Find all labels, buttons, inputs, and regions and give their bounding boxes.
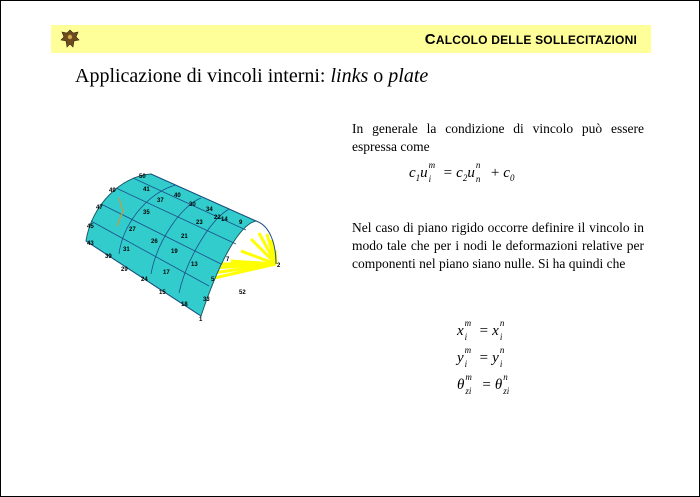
svg-text:9: 9 — [239, 220, 243, 226]
svg-text:29: 29 — [121, 267, 128, 273]
svg-text:15: 15 — [159, 290, 166, 296]
svg-text:37: 37 — [157, 198, 164, 204]
eagle-crest-icon — [59, 28, 81, 50]
svg-text:40: 40 — [174, 193, 181, 199]
svg-text:47: 47 — [96, 205, 103, 211]
svg-text:49: 49 — [109, 188, 116, 194]
svg-text:7: 7 — [226, 257, 230, 263]
header-title: CALCOLO DELLE SOLLECITAZIONI — [424, 31, 637, 48]
shell-model-figure — [81, 166, 291, 326]
svg-text:52: 52 — [239, 290, 246, 296]
svg-text:27: 27 — [129, 227, 136, 233]
slide-title: Applicazione di vincoli interni: links o plate — [75, 65, 429, 87]
svg-text:14: 14 — [221, 217, 228, 223]
svg-text:22: 22 — [214, 215, 221, 221]
svg-text:35: 35 — [143, 210, 150, 216]
svg-text:18: 18 — [181, 302, 188, 308]
paragraph-rigid-plane: Nel caso di piano rigido occorre definire il vincolo in modo tale che per i nodi le deformazioni relative per componenti nel piano siano nulle. Si ha quindi che — [352, 220, 644, 271]
svg-text:23: 23 — [196, 220, 203, 226]
svg-text:34: 34 — [206, 207, 213, 213]
svg-text:1: 1 — [199, 317, 203, 323]
svg-text:31: 31 — [123, 247, 130, 253]
svg-text:45: 45 — [87, 224, 94, 230]
svg-text:33: 33 — [203, 297, 210, 303]
svg-text:30: 30 — [189, 202, 196, 208]
svg-text:13: 13 — [191, 262, 198, 268]
equation-constraint: $c_1u$ m i = $c_2u$ n n + $c_0$ — [409, 159, 515, 184]
equation-x: x m i = x n i — [457, 317, 505, 342]
svg-text:41: 41 — [143, 187, 150, 193]
svg-text:24: 24 — [141, 277, 148, 283]
svg-text:2: 2 — [277, 263, 281, 269]
svg-text:21: 21 — [181, 234, 188, 240]
svg-text:5: 5 — [211, 277, 215, 283]
svg-text:39: 39 — [105, 254, 112, 260]
svg-text:43: 43 — [87, 241, 94, 247]
equation-theta: θ m zi = θ n zi — [457, 371, 510, 396]
svg-text:50: 50 — [139, 174, 146, 180]
svg-text:26: 26 — [151, 239, 158, 245]
svg-text:17: 17 — [163, 270, 170, 276]
svg-text:19: 19 — [171, 249, 178, 255]
paragraph-constraint-condition: In generale la condizione di vincolo può essere espressa come — [352, 121, 644, 154]
equation-y: y m i = y n i — [457, 344, 505, 369]
